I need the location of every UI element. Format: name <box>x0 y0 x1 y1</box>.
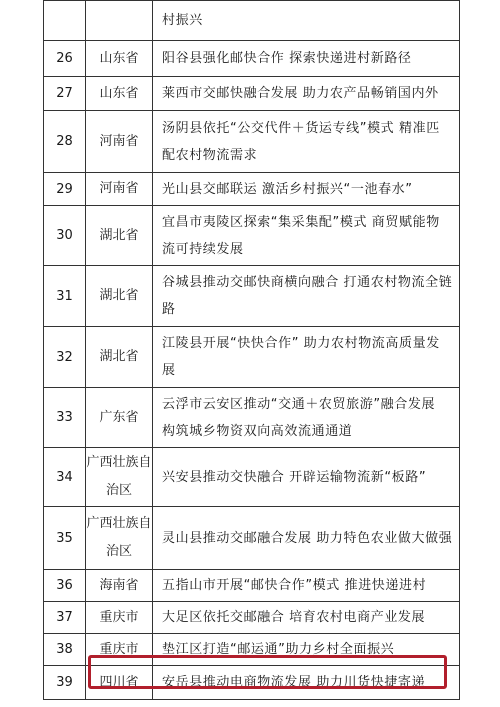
case-title-cell: 五指山市开展“邮快合作”模式 推进快递进村 <box>153 570 460 602</box>
province-cell: 湖北省 <box>86 206 153 266</box>
row-number-cell: 28 <box>44 111 86 173</box>
province-cell: 湖北省 <box>86 327 153 388</box>
case-title-cell: 江陵县开展“快快合作” 助力农村物流高质量发展 <box>153 327 460 388</box>
case-title-cell: 村振兴 <box>153 1 460 41</box>
table-row <box>44 41 460 77</box>
case-title-cell: 安岳县推动电商物流发展 助力川货快捷寄递 <box>153 666 460 700</box>
row-number-cell: 37 <box>44 602 86 634</box>
row-number-cell: 26 <box>44 41 86 77</box>
table-row <box>44 570 460 602</box>
province-cell: 四川省 <box>86 666 153 700</box>
row-number-cell: 35 <box>44 507 86 570</box>
province-cell: 山东省 <box>86 41 153 77</box>
case-title-cell: 兴安县推动交快融合 开辟运输物流新“板路” <box>153 448 460 507</box>
table-row <box>44 206 460 266</box>
row-number-cell: 32 <box>44 327 86 388</box>
case-title-cell: 光山县交邮联运 激活乡村振兴“一池春水” <box>153 173 460 206</box>
case-title-cell: 垫江区打造“邮运通”助力乡村全面振兴 <box>153 634 460 666</box>
row-number-cell: 33 <box>44 388 86 448</box>
case-title-cell: 灵山县推动交邮融合发展 助力特色农业做大做强 <box>153 507 460 570</box>
case-title-cell: 云浮市云安区推动“交通＋农贸旅游”融合发展 构筑城乡物资双向高效流通通道 <box>153 388 460 448</box>
province-cell: 海南省 <box>86 570 153 602</box>
case-title-cell: 阳谷县强化邮快合作 探索快递进村新路径 <box>153 41 460 77</box>
province-cell <box>86 1 153 41</box>
table-row <box>44 448 460 507</box>
province-cell: 湖北省 <box>86 266 153 327</box>
table-row <box>44 327 460 388</box>
row-number-cell: 30 <box>44 206 86 266</box>
table-row <box>44 77 460 111</box>
row-number-cell: 39 <box>44 666 86 700</box>
province-cell: 山东省 <box>86 77 153 111</box>
table-row <box>44 602 460 634</box>
row-number-cell: 36 <box>44 570 86 602</box>
case-list-table <box>43 0 460 700</box>
case-title-cell: 谷城县推动交邮快商横向融合 打通农村物流全链路 <box>153 266 460 327</box>
table-row <box>44 1 460 41</box>
table-row <box>44 666 460 700</box>
row-number-cell: 31 <box>44 266 86 327</box>
case-title-cell: 汤阴县依托“公交代件＋货运专线”模式 精准匹配农村物流需求 <box>153 111 460 173</box>
case-title-cell: 宜昌市夷陵区探索“集采集配”模式 商贸赋能物流可持续发展 <box>153 206 460 266</box>
row-number-cell: 27 <box>44 77 86 111</box>
province-cell: 广西壮族自治区 <box>86 507 153 570</box>
table-row <box>44 634 460 666</box>
table-row <box>44 388 460 448</box>
province-cell: 重庆市 <box>86 634 153 666</box>
table-row <box>44 173 460 206</box>
case-title-cell: 莱西市交邮快融合发展 助力农产品畅销国内外 <box>153 77 460 111</box>
table-row <box>44 266 460 327</box>
row-number-cell: 29 <box>44 173 86 206</box>
row-number-cell: 38 <box>44 634 86 666</box>
table-row <box>44 507 460 570</box>
province-cell: 河南省 <box>86 173 153 206</box>
province-cell: 广东省 <box>86 388 153 448</box>
row-number-cell: 34 <box>44 448 86 507</box>
province-cell: 河南省 <box>86 111 153 173</box>
province-cell: 重庆市 <box>86 602 153 634</box>
case-title-cell: 大足区依托交邮融合 培育农村电商产业发展 <box>153 602 460 634</box>
table-row <box>44 111 460 173</box>
row-number-cell <box>44 1 86 41</box>
province-cell: 广西壮族自治区 <box>86 448 153 507</box>
